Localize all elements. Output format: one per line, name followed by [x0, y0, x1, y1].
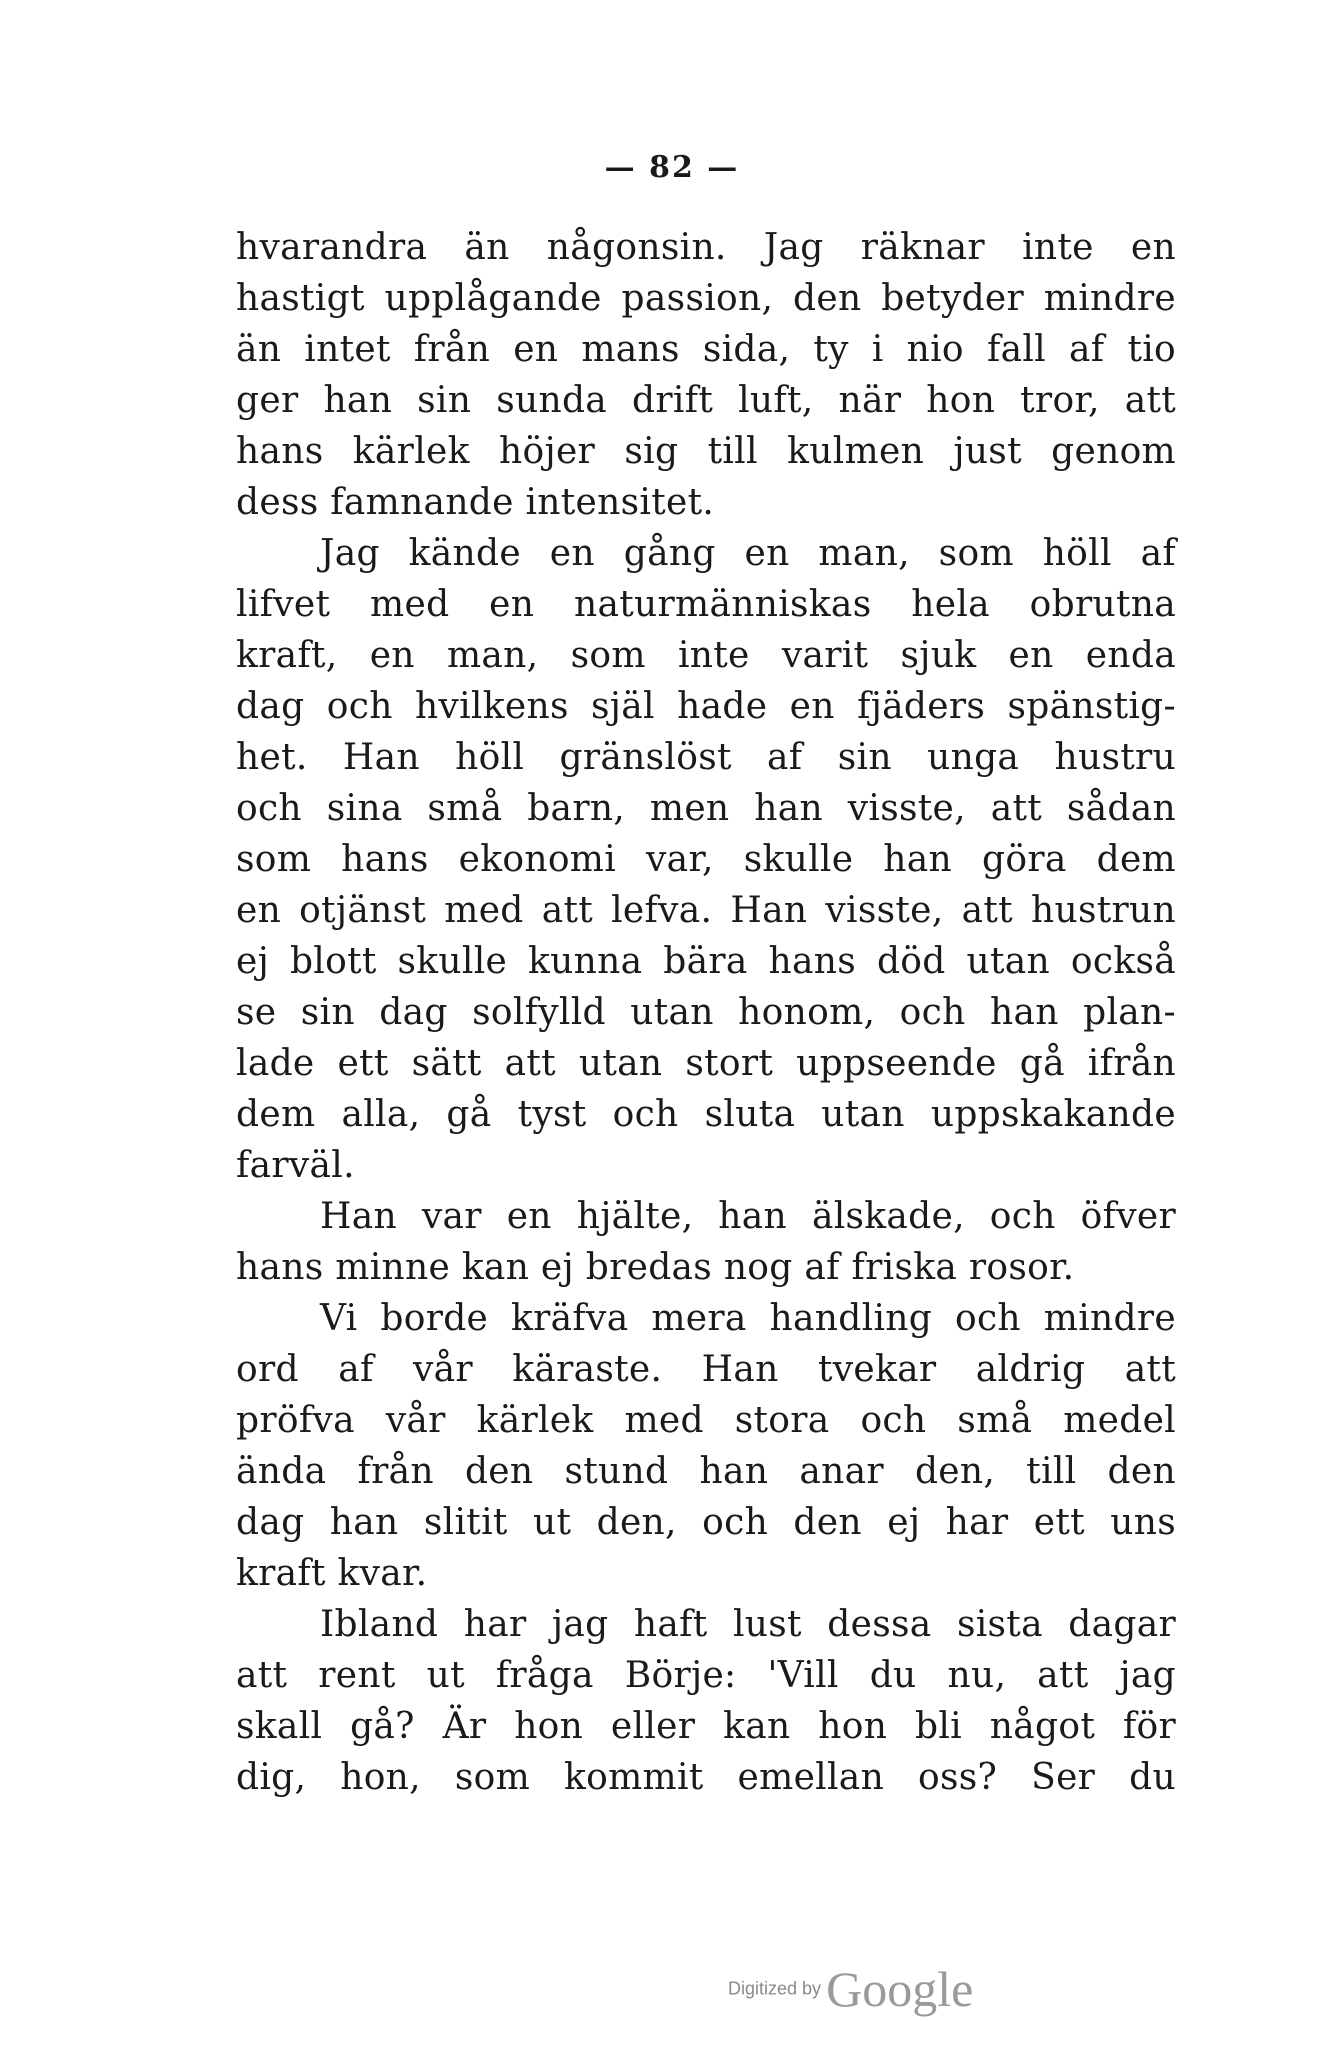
text-line: hans kärlek höjer sig till kulmen just genom: [236, 431, 1176, 472]
text-line: och sina små barn, men han visste, att sådan: [236, 788, 1176, 829]
text-line: dag och hvilkens själ hade en fjäders spänstig-: [236, 686, 1176, 727]
text-line: het. Han höll gränslöst af sin unga hustru: [236, 737, 1176, 778]
text-line: en otjänst med att lefva. Han visste, att hustrun: [236, 890, 1176, 931]
digitized-watermark: [728, 1960, 973, 2018]
text-line: kraft kvar.: [236, 1553, 428, 1594]
text-line: kraft, en man, som inte varit sjuk en enda: [236, 635, 1176, 676]
text-line: pröfva vår kärlek med stora och små medel: [236, 1400, 1176, 1441]
text-line: Han var en hjälte, han älskade, och öfver: [320, 1196, 1176, 1237]
text-line: farväl.: [236, 1145, 355, 1186]
text-line: att rent ut fråga Börje: 'Vill du nu, att jag: [236, 1655, 1176, 1696]
text-line: som hans ekonomi var, skulle han göra dem: [236, 839, 1176, 880]
page-number: — 82 —: [604, 150, 740, 185]
body-text: [236, 222, 1176, 1803]
text-line: ända från den stund han anar den, till den: [236, 1451, 1176, 1492]
text-line: än intet från en mans sida, ty i nio fall af tio: [236, 329, 1176, 370]
text-line: dem alla, gå tyst och sluta utan uppskakande: [236, 1094, 1176, 1135]
text-line: dag han slitit ut den, och den ej har ett uns: [236, 1502, 1176, 1543]
text-line: Ibland har jag haft lust dessa sista dagar: [320, 1604, 1176, 1645]
text-line: dess famnande intensitet.: [236, 482, 715, 523]
text-line: ej blott skulle kunna bära hans död utan också: [236, 941, 1176, 982]
text-line: ger han sin sunda drift luft, när hon tror, att: [236, 380, 1176, 421]
text-line: se sin dag solfylld utan honom, och han plan-: [236, 992, 1176, 1033]
text-line: hans minne kan ej bredas nog af friska rosor.: [236, 1247, 1075, 1288]
google-logo: Google: [826, 1961, 974, 2017]
text-line: dig, hon, som kommit emellan oss? Ser du: [236, 1757, 1176, 1798]
text-line: hvarandra än någonsin. Jag räknar inte en: [236, 227, 1176, 268]
watermark-prefix: Digitized by: [728, 1978, 822, 1999]
text-line: hastigt upplågande passion, den betyder mindre: [236, 278, 1176, 319]
text-line: Jag kände en gång en man, som höll af: [320, 533, 1176, 574]
text-line: lade ett sätt att utan stort uppseende gå ifrån: [236, 1043, 1176, 1084]
text-line: Vi borde kräfva mera handling och mindre: [320, 1298, 1176, 1339]
text-line: lifvet med en naturmänniskas hela obrutna: [236, 584, 1176, 625]
text-line: skall gå? Är hon eller kan hon bli något för: [236, 1706, 1176, 1747]
text-line: ord af vår käraste. Han tvekar aldrig att: [236, 1349, 1176, 1390]
